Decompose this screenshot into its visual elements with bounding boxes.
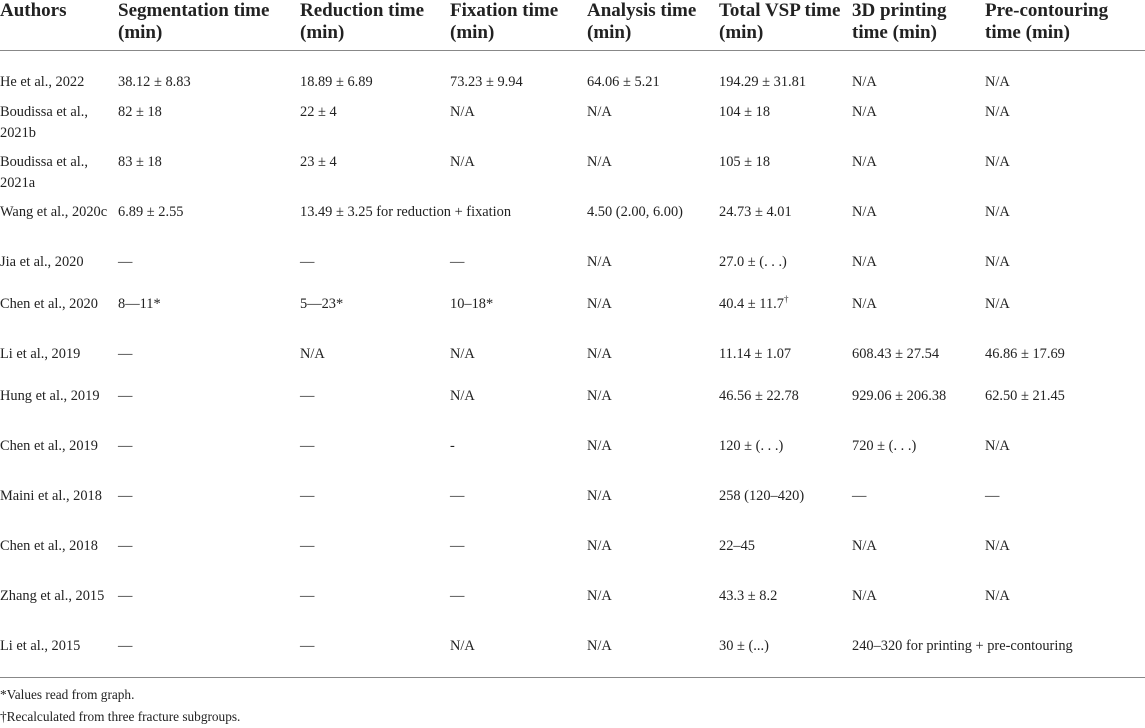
fixation-cell: — bbox=[450, 587, 465, 604]
printing-cell: N/A bbox=[852, 537, 877, 554]
fixation-cell: N/A bbox=[450, 153, 475, 170]
pre-contouring-cell: N/A bbox=[985, 437, 1010, 454]
pre-contouring-cell: N/A bbox=[985, 153, 1010, 170]
fixation-cell: 10–18* bbox=[450, 295, 494, 312]
segmentation-cell: 83 ± 18 bbox=[118, 153, 162, 170]
reduction-cell: — bbox=[300, 587, 315, 604]
printing-cell: — bbox=[852, 487, 867, 504]
pre-contouring-cell: N/A bbox=[985, 74, 1010, 90]
reduction-cell: 18.89 ± 6.89 bbox=[300, 74, 373, 90]
analysis-cell: N/A bbox=[587, 295, 612, 312]
reduction-cell: — bbox=[300, 487, 315, 504]
total-vsp-cell bbox=[719, 294, 852, 344]
printing-cell: 929.06 ± 206.38 bbox=[852, 387, 947, 404]
header-fixation: Fixation time (min) bbox=[450, 0, 587, 51]
analysis-cell: 64.06 ± 5.21 bbox=[587, 74, 660, 90]
analysis-cell: N/A bbox=[587, 537, 612, 554]
analysis-cell: 4.50 (2.00, 6.00) bbox=[587, 203, 683, 220]
table-row bbox=[0, 294, 1145, 344]
author-cell: Hung et al., 2019 bbox=[0, 387, 100, 404]
pre-contouring-cell: 62.50 ± 21.45 bbox=[985, 387, 1065, 404]
reduction-cell: N/A bbox=[300, 345, 325, 362]
reduction-cell: 23 ± 4 bbox=[300, 153, 337, 170]
reduction-cell: — bbox=[300, 636, 450, 678]
author-cell: Maini et al., 2018 bbox=[0, 487, 102, 504]
pre-contouring-cell: N/A bbox=[985, 253, 1010, 270]
reduction-cell: 22 ± 4 bbox=[300, 103, 337, 120]
reduction-fixation-cell: 13.49 ± 3.25 for reduction + fixation bbox=[300, 203, 512, 220]
segmentation-cell: 6.89 ± 2.55 bbox=[118, 203, 184, 220]
author-cell: Wang et al., 2020c bbox=[0, 203, 108, 220]
segmentation-cell: — bbox=[118, 487, 133, 504]
total-vsp-cell: 120 ± (. . .) bbox=[719, 437, 784, 454]
header-3d-printing: 3D printing time (min) bbox=[852, 0, 985, 51]
fixation-cell: N/A bbox=[450, 103, 475, 120]
printing-cell: N/A bbox=[852, 103, 877, 120]
table-row bbox=[0, 344, 1145, 386]
table-row bbox=[0, 102, 1145, 152]
header-analysis: Analysis time (min) bbox=[587, 0, 719, 51]
pre-contouring-cell: N/A bbox=[985, 295, 1010, 312]
fixation-cell: N/A bbox=[450, 345, 475, 362]
pre-contouring-cell: N/A bbox=[985, 587, 1010, 604]
printing-cell: N/A bbox=[852, 153, 877, 170]
fixation-cell: - bbox=[450, 437, 455, 454]
author-cell: Jia et al., 2020 bbox=[0, 253, 84, 270]
printing-cell: 608.43 ± 27.54 bbox=[852, 345, 940, 362]
author-cell: Chen et al., 2020 bbox=[0, 295, 98, 312]
printing-cell: 720 ± (. . .) bbox=[852, 437, 917, 454]
author-cell: Chen et al., 2018 bbox=[0, 537, 98, 554]
header-total-vsp: Total VSP time (min) bbox=[719, 0, 852, 51]
segmentation-cell: — bbox=[118, 253, 133, 270]
table-row bbox=[0, 486, 1145, 536]
pre-contouring-cell: N/A bbox=[985, 103, 1010, 120]
author-cell: Li et al., 2015 bbox=[0, 636, 118, 678]
segmentation-cell: — bbox=[118, 587, 133, 604]
fixation-cell: N/A bbox=[450, 636, 587, 678]
segmentation-cell: 38.12 ± 8.83 bbox=[118, 74, 191, 90]
table-row bbox=[0, 436, 1145, 486]
fixation-cell: 73.23 ± 9.94 bbox=[450, 74, 523, 90]
reduction-cell: — bbox=[300, 437, 315, 454]
header-segmentation: Segmentation time (min) bbox=[118, 0, 300, 51]
total-vsp-cell: 22–45 bbox=[719, 537, 755, 554]
fixation-cell: — bbox=[450, 537, 465, 554]
analysis-cell: N/A bbox=[587, 103, 612, 120]
reduction-cell: — bbox=[300, 387, 315, 404]
table-row bbox=[0, 386, 1145, 436]
pre-contouring-cell: N/A bbox=[985, 537, 1010, 554]
analysis-cell: N/A bbox=[587, 345, 612, 362]
segmentation-cell: 8—11* bbox=[118, 295, 161, 312]
table-row bbox=[0, 152, 1145, 202]
author-cell: Boudissa et al., 2021b bbox=[0, 103, 88, 141]
header-authors: Authors bbox=[0, 0, 118, 51]
dagger-footnote-mark: † bbox=[783, 293, 789, 304]
author-cell: Zhang et al., 2015 bbox=[0, 587, 105, 604]
total-vsp-cell: 30 ± (...) bbox=[719, 636, 852, 678]
fixation-cell: — bbox=[450, 253, 465, 270]
total-vsp-cell: 46.56 ± 22.78 bbox=[719, 387, 799, 404]
author-cell: Chen et al., 2019 bbox=[0, 437, 98, 454]
analysis-cell: N/A bbox=[587, 387, 612, 404]
footnote-dagger: †Recalculated from three fracture subgroups. bbox=[0, 709, 241, 724]
printing-cell: N/A bbox=[852, 253, 877, 270]
total-vsp-cell: 27.0 ± (. . .) bbox=[719, 253, 787, 270]
pre-contouring-cell: N/A bbox=[985, 203, 1010, 220]
author-cell: Li et al., 2019 bbox=[0, 345, 81, 362]
analysis-cell: N/A bbox=[587, 487, 612, 504]
segmentation-cell: 82 ± 18 bbox=[118, 103, 162, 120]
total-vsp-cell: 194.29 ± 31.81 bbox=[719, 74, 807, 90]
header-pre-contouring: Pre-contouring time (min) bbox=[985, 0, 1145, 51]
printing-cell: N/A bbox=[852, 295, 877, 312]
fixation-cell: — bbox=[450, 487, 465, 504]
printing-pre-contouring-cell: 240–320 for printing + pre-contouring bbox=[852, 636, 1145, 678]
segmentation-cell: — bbox=[118, 345, 133, 362]
fixation-cell: N/A bbox=[450, 387, 475, 404]
table-row bbox=[0, 252, 1145, 294]
analysis-cell: N/A bbox=[587, 587, 612, 604]
segmentation-cell: — bbox=[118, 387, 133, 404]
total-vsp-cell: 258 (120–420) bbox=[719, 487, 805, 504]
segmentation-cell: — bbox=[118, 636, 300, 678]
table-row bbox=[0, 636, 1145, 678]
footnote-asterisk: *Values read from graph. bbox=[0, 687, 135, 702]
author-cell: He et al., 2022 bbox=[0, 74, 85, 90]
printing-cell: N/A bbox=[852, 587, 877, 604]
analysis-cell: N/A bbox=[587, 253, 612, 270]
segmentation-cell: — bbox=[118, 537, 133, 554]
author-cell: Boudissa et al., 2021a bbox=[0, 153, 88, 191]
header-reduction: Reduction time (min) bbox=[300, 0, 450, 51]
reduction-cell: — bbox=[300, 253, 315, 270]
total-vsp-cell: 105 ± 18 bbox=[719, 153, 771, 170]
table-footnotes bbox=[0, 678, 1145, 728]
analysis-cell: N/A bbox=[587, 636, 719, 678]
total-vsp-cell: 24.73 ± 4.01 bbox=[719, 203, 792, 220]
total-vsp-cell: 11.14 ± 1.07 bbox=[719, 345, 792, 362]
segmentation-cell: — bbox=[118, 437, 133, 454]
analysis-cell: N/A bbox=[587, 153, 612, 170]
table-row bbox=[0, 51, 1145, 102]
table-row bbox=[0, 536, 1145, 586]
header-row bbox=[0, 0, 1145, 51]
reduction-cell: — bbox=[300, 537, 315, 554]
total-vsp-value: 40.4 ± 11.7 bbox=[719, 295, 784, 312]
table-row bbox=[0, 586, 1145, 636]
reduction-cell: 5—23* bbox=[300, 295, 344, 312]
pre-contouring-cell: 46.86 ± 17.69 bbox=[985, 345, 1065, 362]
total-vsp-cell: 104 ± 18 bbox=[719, 103, 771, 120]
table-row bbox=[0, 202, 1145, 252]
pre-contouring-cell: — bbox=[985, 487, 1000, 504]
analysis-cell: N/A bbox=[587, 437, 612, 454]
total-vsp-cell: 43.3 ± 8.2 bbox=[719, 587, 778, 604]
printing-cell: N/A bbox=[852, 203, 877, 220]
printing-cell: N/A bbox=[852, 74, 877, 90]
